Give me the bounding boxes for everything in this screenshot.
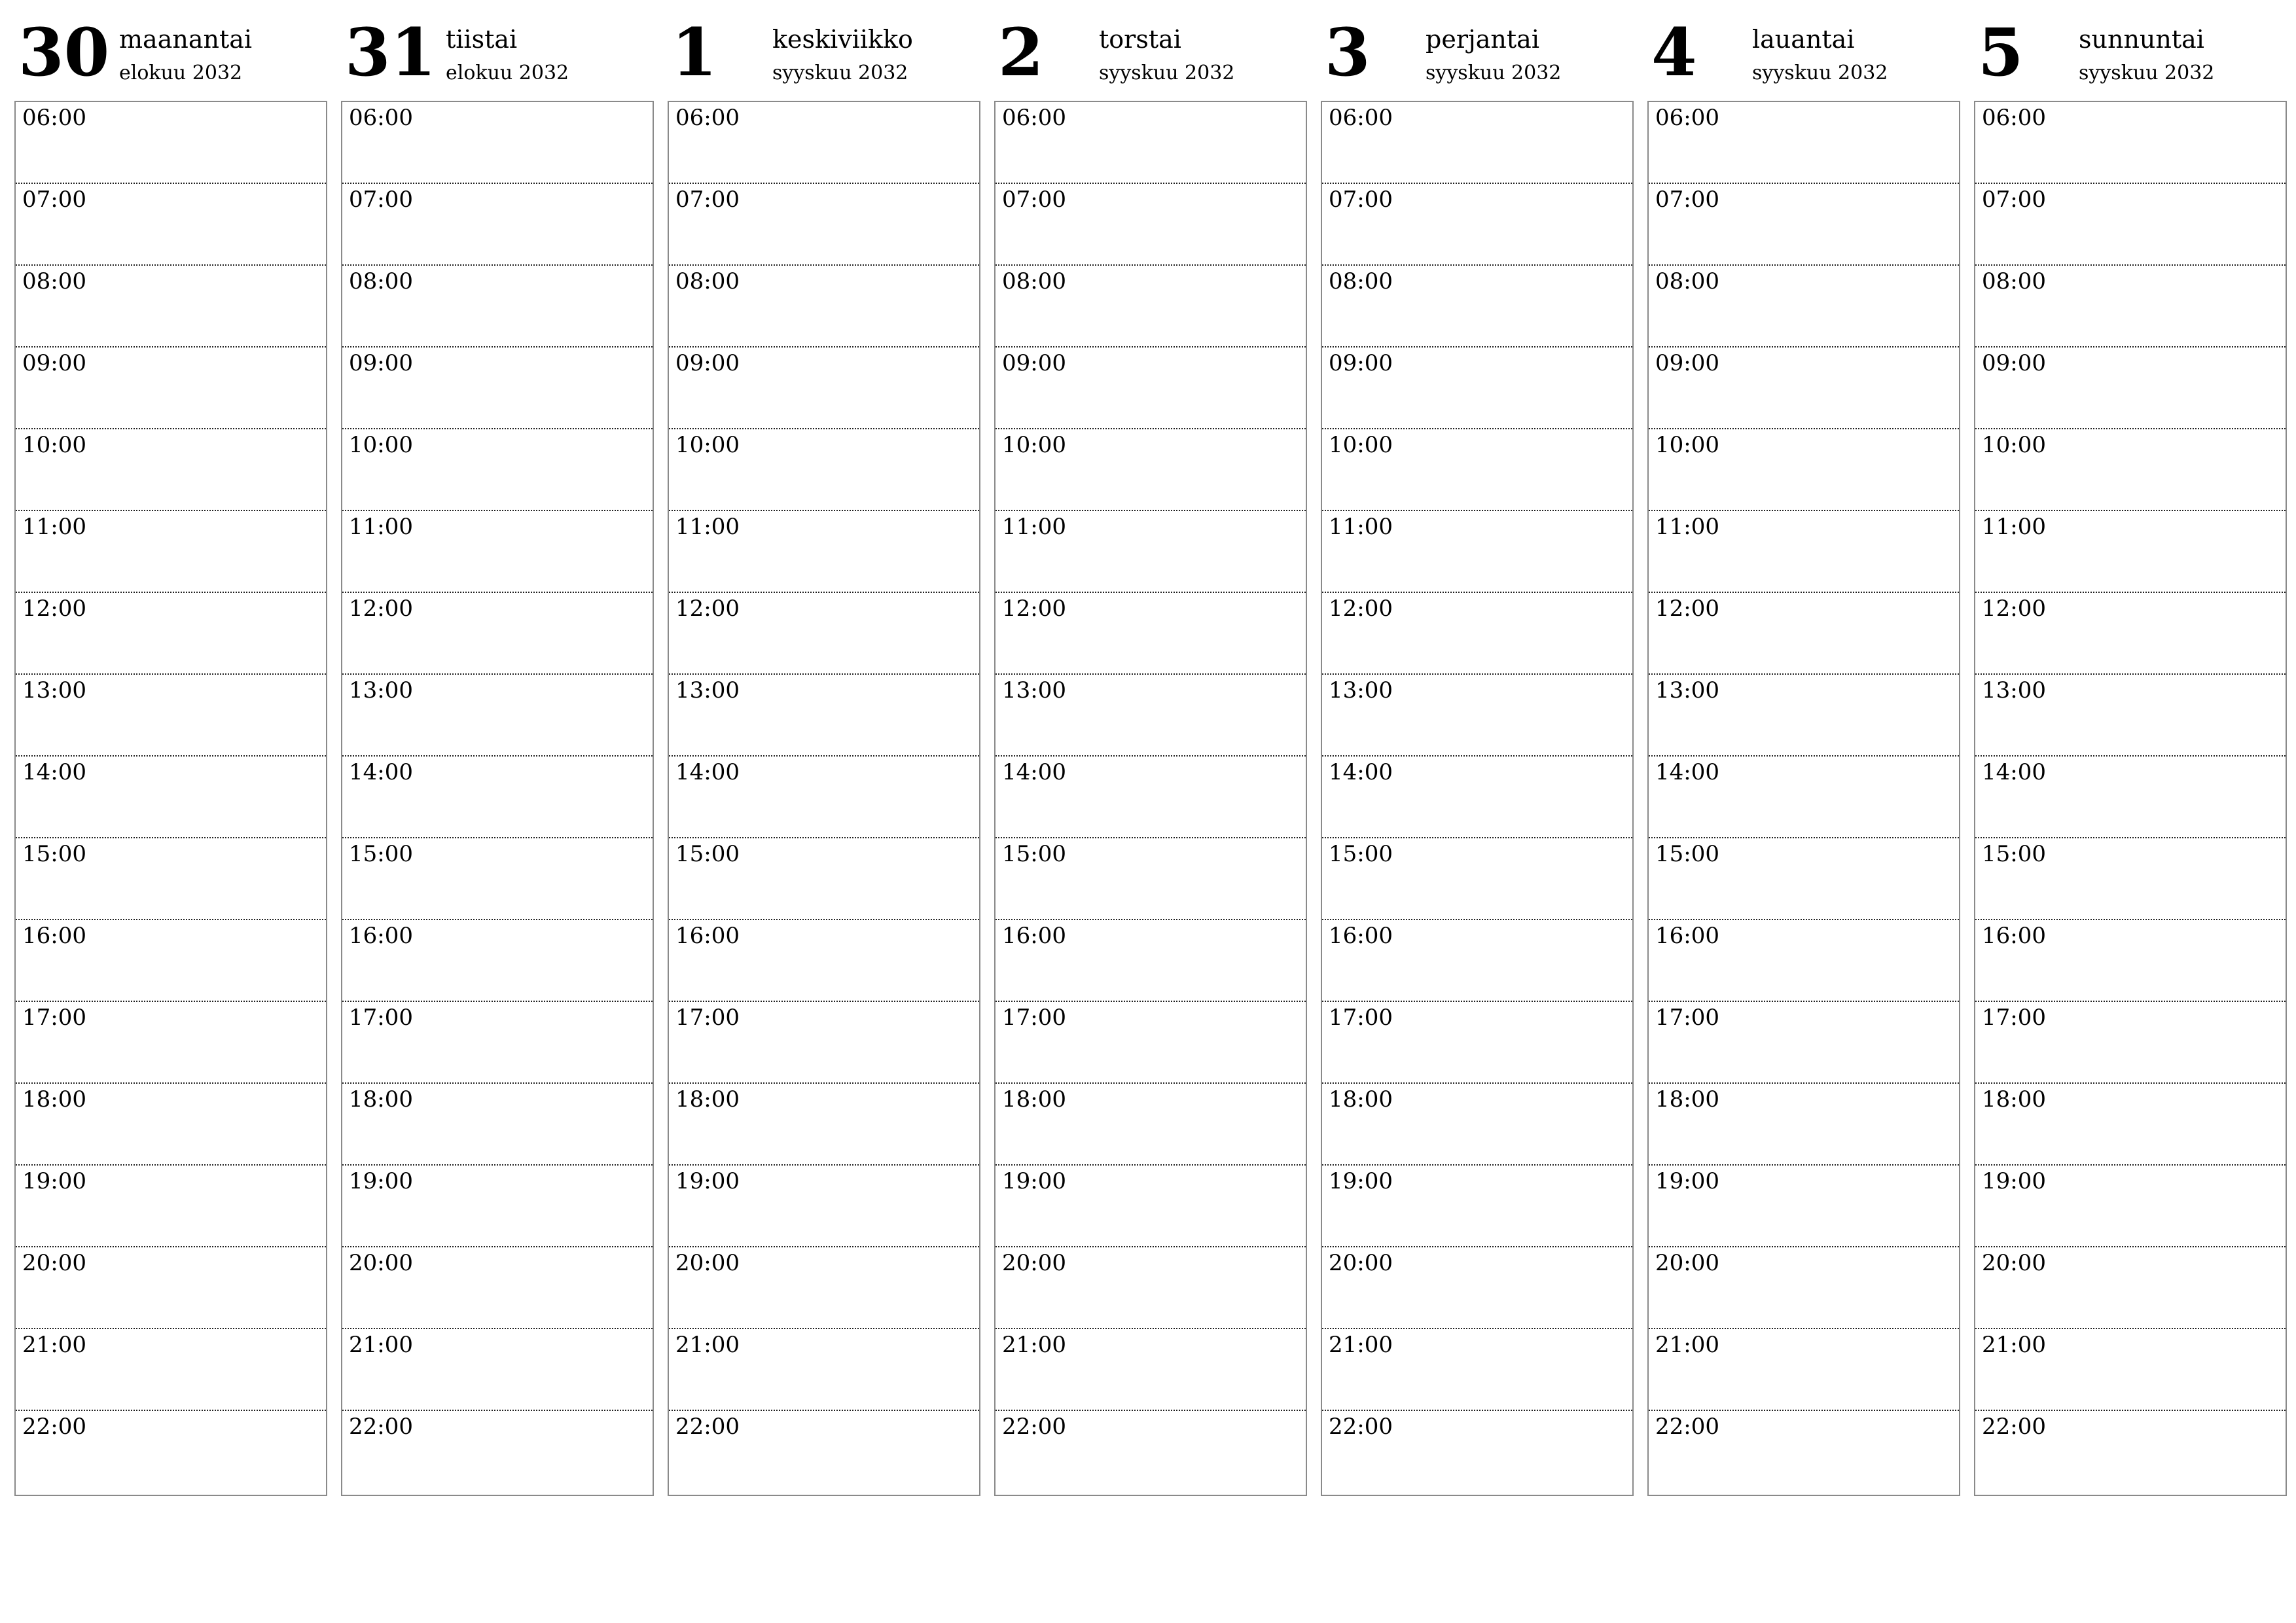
hour-slot (669, 757, 979, 838)
day-schedule-box (14, 101, 327, 1496)
hour-label: 07:00 (675, 187, 740, 213)
hour-label: 21:00 (1655, 1332, 1719, 1358)
hour-slot (16, 1411, 326, 1493)
hour-slot (1649, 593, 1959, 675)
hour-label: 17:00 (675, 1005, 740, 1031)
hour-label: 17:00 (349, 1005, 413, 1031)
hour-slot (1975, 675, 2286, 757)
day-header (1647, 14, 1960, 99)
hour-label: 12:00 (22, 596, 86, 622)
hour-label: 19:00 (1982, 1168, 2046, 1194)
hour-label: 10:00 (675, 432, 740, 458)
hour-label: 20:00 (1002, 1250, 1066, 1276)
hour-label: 06:00 (1982, 105, 2046, 131)
hour-slot (342, 593, 653, 675)
hour-slot (1322, 511, 1632, 593)
day-schedule-box (341, 101, 654, 1496)
hour-label: 12:00 (675, 596, 740, 622)
hour-label: 20:00 (1329, 1250, 1393, 1276)
hour-label: 15:00 (1329, 841, 1393, 867)
hour-slot (1649, 757, 1959, 838)
hour-slot (1322, 184, 1632, 266)
hour-label: 18:00 (22, 1086, 86, 1113)
month-year: syyskuu 2032 (772, 62, 908, 84)
hour-slot (996, 1411, 1306, 1493)
hour-slot (996, 1002, 1306, 1084)
hour-label: 20:00 (22, 1250, 86, 1276)
hour-label: 10:00 (22, 432, 86, 458)
hour-label: 08:00 (1002, 268, 1066, 294)
hour-label: 19:00 (1002, 1168, 1066, 1194)
hour-label: 08:00 (1329, 268, 1393, 294)
hour-slot (1975, 348, 2286, 429)
hour-slot (16, 920, 326, 1002)
hour-label: 15:00 (349, 841, 413, 867)
hour-slot (669, 1002, 979, 1084)
hour-slot (16, 511, 326, 593)
hour-slot (1649, 1084, 1959, 1166)
day-header (668, 14, 980, 99)
hour-slot (1649, 184, 1959, 266)
hour-label: 15:00 (1655, 841, 1719, 867)
day-header (994, 14, 1307, 99)
hour-slot (1975, 1166, 2286, 1247)
hour-label: 08:00 (349, 268, 413, 294)
day-column (1321, 14, 1634, 1500)
day-schedule-box (994, 101, 1307, 1496)
hour-label: 22:00 (1655, 1414, 1719, 1440)
day-column (994, 14, 1307, 1500)
hour-slot (16, 1329, 326, 1411)
hour-label: 07:00 (1982, 187, 2046, 213)
hour-label: 19:00 (1655, 1168, 1719, 1194)
hour-label: 06:00 (1329, 105, 1393, 131)
hour-label: 22:00 (1982, 1414, 2046, 1440)
hour-label: 07:00 (1329, 187, 1393, 213)
hour-slot (16, 429, 326, 511)
hour-slot (1322, 1411, 1632, 1493)
hour-label: 11:00 (675, 514, 740, 540)
hour-slot (16, 1166, 326, 1247)
hour-label: 10:00 (349, 432, 413, 458)
hour-slot (342, 757, 653, 838)
hour-label: 22:00 (349, 1414, 413, 1440)
hour-slot (669, 1411, 979, 1493)
weekday-name: keskiviikko (772, 25, 913, 54)
hour-slot (1649, 1329, 1959, 1411)
hour-slot (996, 429, 1306, 511)
hour-slot (342, 429, 653, 511)
hour-slot (1975, 757, 2286, 838)
hour-slot (1975, 1247, 2286, 1329)
hour-label: 20:00 (1982, 1250, 2046, 1276)
hour-label: 11:00 (1329, 514, 1393, 540)
hour-slot (1322, 429, 1632, 511)
hour-label: 21:00 (349, 1332, 413, 1358)
day-number: 30 (18, 14, 110, 91)
hour-label: 18:00 (1655, 1086, 1719, 1113)
hour-slot (342, 1247, 653, 1329)
hour-label: 15:00 (1982, 841, 2046, 867)
hour-label: 17:00 (22, 1005, 86, 1031)
hour-slot (1649, 511, 1959, 593)
day-number: 2 (998, 14, 1044, 91)
hour-label: 20:00 (1655, 1250, 1719, 1276)
hour-label: 22:00 (1002, 1414, 1066, 1440)
hour-label: 14:00 (1982, 759, 2046, 785)
hour-slot (669, 102, 979, 184)
hour-label: 07:00 (349, 187, 413, 213)
hour-label: 16:00 (1329, 923, 1393, 949)
hour-slot (16, 838, 326, 920)
hour-label: 19:00 (1329, 1168, 1393, 1194)
hour-label: 16:00 (1982, 923, 2046, 949)
hour-label: 15:00 (22, 841, 86, 867)
weekday-name: maanantai (119, 25, 253, 54)
hour-slot (1322, 1002, 1632, 1084)
hour-label: 18:00 (675, 1086, 740, 1113)
hour-label: 18:00 (1982, 1086, 2046, 1113)
hour-label: 09:00 (1329, 350, 1393, 376)
hour-label: 14:00 (1329, 759, 1393, 785)
day-header (341, 14, 654, 99)
hour-slot (1649, 348, 1959, 429)
hour-slot (996, 838, 1306, 920)
day-header (1974, 14, 2287, 99)
day-schedule-box (1321, 101, 1634, 1496)
hour-slot (1649, 675, 1959, 757)
hour-slot (16, 102, 326, 184)
hour-slot (1322, 348, 1632, 429)
hour-slot (342, 1002, 653, 1084)
hour-slot (342, 266, 653, 348)
hour-slot (669, 593, 979, 675)
hour-slot (16, 266, 326, 348)
hour-label: 22:00 (22, 1414, 86, 1440)
hour-slot (16, 675, 326, 757)
month-year: elokuu 2032 (119, 62, 243, 84)
hour-slot (1649, 1166, 1959, 1247)
hour-slot (342, 675, 653, 757)
hour-slot (16, 1084, 326, 1166)
hour-label: 08:00 (1982, 268, 2046, 294)
hour-label: 17:00 (1002, 1005, 1066, 1031)
hour-label: 09:00 (675, 350, 740, 376)
day-column (14, 14, 327, 1500)
hour-label: 06:00 (1655, 105, 1719, 131)
hour-label: 11:00 (22, 514, 86, 540)
hour-label: 18:00 (1002, 1086, 1066, 1113)
hour-slot (1649, 1002, 1959, 1084)
day-number: 5 (1978, 14, 2024, 91)
hour-slot (996, 266, 1306, 348)
hour-label: 12:00 (1982, 596, 2046, 622)
hour-slot (1322, 838, 1632, 920)
day-column (668, 14, 980, 1500)
hour-slot (1322, 675, 1632, 757)
weekday-name: torstai (1099, 25, 1181, 54)
hour-label: 19:00 (675, 1168, 740, 1194)
hour-label: 21:00 (1982, 1332, 2046, 1358)
hour-slot (669, 266, 979, 348)
hour-slot (1975, 1084, 2286, 1166)
hour-label: 17:00 (1655, 1005, 1719, 1031)
hour-label: 17:00 (1982, 1005, 2046, 1031)
hour-label: 11:00 (1002, 514, 1066, 540)
hour-label: 13:00 (1002, 677, 1066, 704)
month-year: syyskuu 2032 (1099, 62, 1235, 84)
hour-slot (1649, 838, 1959, 920)
hour-label: 20:00 (675, 1250, 740, 1276)
hour-slot (1649, 920, 1959, 1002)
hour-label: 13:00 (1655, 677, 1719, 704)
hour-slot (996, 1329, 1306, 1411)
hour-label: 08:00 (22, 268, 86, 294)
day-header (1321, 14, 1634, 99)
hour-label: 11:00 (349, 514, 413, 540)
day-number: 31 (345, 14, 437, 91)
hour-slot (342, 1411, 653, 1493)
hour-slot (1649, 429, 1959, 511)
hour-slot (669, 1084, 979, 1166)
day-column (1974, 14, 2287, 1500)
hour-slot (342, 1329, 653, 1411)
hour-slot (996, 757, 1306, 838)
hour-slot (16, 757, 326, 838)
day-column (341, 14, 654, 1500)
hour-label: 19:00 (349, 1168, 413, 1194)
hour-slot (1975, 266, 2286, 348)
hour-slot (1322, 1084, 1632, 1166)
hour-slot (996, 593, 1306, 675)
hour-slot (1322, 593, 1632, 675)
hour-label: 09:00 (349, 350, 413, 376)
hour-slot (1975, 102, 2286, 184)
hour-label: 21:00 (675, 1332, 740, 1358)
hour-label: 14:00 (675, 759, 740, 785)
day-schedule-box (1647, 101, 1960, 1496)
hour-label: 06:00 (349, 105, 413, 131)
hour-label: 18:00 (1329, 1086, 1393, 1113)
hour-slot (996, 675, 1306, 757)
day-number: 1 (672, 14, 717, 91)
day-number: 3 (1325, 14, 1371, 91)
hour-label: 10:00 (1329, 432, 1393, 458)
hour-label: 16:00 (22, 923, 86, 949)
hour-slot (996, 102, 1306, 184)
weekday-name: lauantai (1752, 25, 1855, 54)
hour-slot (1975, 838, 2286, 920)
hour-label: 13:00 (22, 677, 86, 704)
hour-label: 16:00 (1002, 923, 1066, 949)
hour-label: 12:00 (1329, 596, 1393, 622)
hour-slot (16, 348, 326, 429)
hour-label: 14:00 (22, 759, 86, 785)
hour-slot (669, 184, 979, 266)
hour-label: 13:00 (1329, 677, 1393, 704)
hour-slot (1975, 1329, 2286, 1411)
hour-slot (342, 1166, 653, 1247)
weekday-name: perjantai (1426, 25, 1539, 54)
hour-slot (1975, 511, 2286, 593)
hour-slot (1649, 102, 1959, 184)
hour-slot (669, 1166, 979, 1247)
hour-slot (996, 511, 1306, 593)
hour-slot (996, 1084, 1306, 1166)
day-schedule-box (1974, 101, 2287, 1496)
hour-slot (669, 429, 979, 511)
hour-slot (342, 920, 653, 1002)
hour-slot (669, 838, 979, 920)
hour-label: 07:00 (22, 187, 86, 213)
hour-label: 07:00 (1655, 187, 1719, 213)
hour-slot (1975, 1411, 2286, 1493)
hour-label: 12:00 (1655, 596, 1719, 622)
hour-slot (1649, 1247, 1959, 1329)
hour-slot (342, 838, 653, 920)
hour-slot (342, 1084, 653, 1166)
hour-slot (16, 1002, 326, 1084)
hour-label: 18:00 (349, 1086, 413, 1113)
hour-slot (669, 511, 979, 593)
hour-slot (342, 511, 653, 593)
weekday-name: tiistai (446, 25, 518, 54)
hour-label: 09:00 (1002, 350, 1066, 376)
hour-label: 07:00 (1002, 187, 1066, 213)
day-schedule-box (668, 101, 980, 1496)
hour-slot (342, 184, 653, 266)
hour-label: 13:00 (1982, 677, 2046, 704)
month-year: syyskuu 2032 (1752, 62, 1888, 84)
hour-slot (1975, 184, 2286, 266)
hour-label: 22:00 (1329, 1414, 1393, 1440)
hour-slot (342, 348, 653, 429)
hour-label: 22:00 (675, 1414, 740, 1440)
hour-label: 15:00 (1002, 841, 1066, 867)
hour-label: 13:00 (675, 677, 740, 704)
hour-slot (1649, 1411, 1959, 1493)
hour-slot (16, 1247, 326, 1329)
hour-slot (669, 920, 979, 1002)
hour-slot (996, 1166, 1306, 1247)
month-year: elokuu 2032 (446, 62, 569, 84)
hour-label: 14:00 (1655, 759, 1719, 785)
hour-label: 06:00 (675, 105, 740, 131)
hour-label: 10:00 (1982, 432, 2046, 458)
hour-slot (1975, 920, 2286, 1002)
hour-label: 11:00 (1982, 514, 2046, 540)
hour-slot (1322, 920, 1632, 1002)
hour-label: 16:00 (349, 923, 413, 949)
hour-slot (669, 675, 979, 757)
hour-slot (1322, 1166, 1632, 1247)
hour-label: 15:00 (675, 841, 740, 867)
month-year: syyskuu 2032 (1426, 62, 1562, 84)
weekly-planner (14, 14, 2289, 1500)
hour-slot (1975, 1002, 2286, 1084)
hour-slot (669, 1247, 979, 1329)
hour-label: 20:00 (349, 1250, 413, 1276)
hour-label: 14:00 (1002, 759, 1066, 785)
hour-slot (1322, 1247, 1632, 1329)
hour-label: 12:00 (349, 596, 413, 622)
hour-label: 16:00 (1655, 923, 1719, 949)
hour-slot (1975, 593, 2286, 675)
hour-slot (996, 184, 1306, 266)
hour-label: 06:00 (1002, 105, 1066, 131)
hour-label: 09:00 (1982, 350, 2046, 376)
hour-label: 21:00 (1002, 1332, 1066, 1358)
hour-label: 08:00 (675, 268, 740, 294)
hour-label: 17:00 (1329, 1005, 1393, 1031)
hour-slot (669, 1329, 979, 1411)
hour-label: 08:00 (1655, 268, 1719, 294)
hour-label: 12:00 (1002, 596, 1066, 622)
hour-label: 13:00 (349, 677, 413, 704)
hour-label: 21:00 (22, 1332, 86, 1358)
hour-slot (996, 920, 1306, 1002)
hour-label: 19:00 (22, 1168, 86, 1194)
hour-slot (1322, 266, 1632, 348)
hour-label: 21:00 (1329, 1332, 1393, 1358)
day-number: 4 (1651, 14, 1697, 91)
month-year: syyskuu 2032 (2079, 62, 2215, 84)
hour-slot (996, 1247, 1306, 1329)
hour-slot (1322, 102, 1632, 184)
hour-label: 09:00 (1655, 350, 1719, 376)
hour-slot (16, 593, 326, 675)
day-column (1647, 14, 1960, 1500)
hour-slot (1649, 266, 1959, 348)
hour-slot (996, 348, 1306, 429)
hour-slot (1322, 757, 1632, 838)
hour-label: 14:00 (349, 759, 413, 785)
hour-slot (1322, 1329, 1632, 1411)
hour-slot (1975, 429, 2286, 511)
hour-label: 16:00 (675, 923, 740, 949)
hour-label: 10:00 (1655, 432, 1719, 458)
hour-label: 06:00 (22, 105, 86, 131)
day-header (14, 14, 327, 99)
hour-slot (342, 102, 653, 184)
hour-slot (669, 348, 979, 429)
hour-label: 11:00 (1655, 514, 1719, 540)
hour-slot (16, 184, 326, 266)
hour-label: 10:00 (1002, 432, 1066, 458)
weekday-name: sunnuntai (2079, 25, 2204, 54)
hour-label: 09:00 (22, 350, 86, 376)
